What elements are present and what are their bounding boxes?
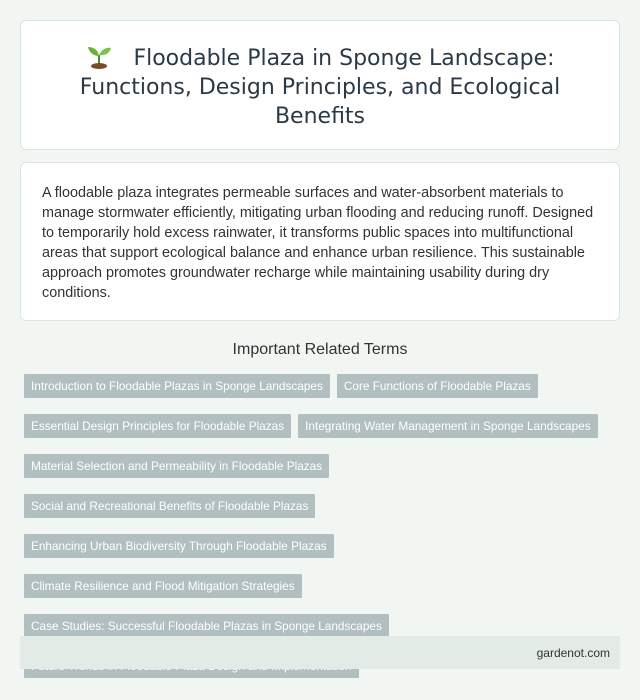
footer-site-link[interactable]: gardenot.com [536, 646, 610, 660]
summary-card [20, 162, 620, 321]
related-terms-list [24, 374, 620, 678]
related-term-tag[interactable]: Social and Recreational Benefits of Floodable Plazas [24, 494, 315, 518]
related-term-tag[interactable]: Climate Resilience and Flood Mitigation Strategies [24, 574, 302, 598]
sprout-icon [85, 43, 113, 69]
title-card [20, 20, 620, 150]
page-title [41, 43, 599, 131]
title-text: Floodable Plaza in Sponge Landscape: Functions, Design Principles, and Ecological Benefits [79, 46, 561, 129]
related-term-tag[interactable]: Material Selection and Permeability in Floodable Plazas [24, 454, 329, 478]
summary-text: A floodable plaza integrates permeable surfaces and water-absorbent materials to manage stormwater efficiently, mitigating urban flooding and reducing runoff. Designed to temporarily hold excess rainwater, it transforms public spaces into multifunctional areas that support ecological balance and enhance urban resilience. This sustainable approach promotes groundwater recharge while maintaining usability during dry conditions. [42, 185, 594, 301]
footer [20, 636, 620, 669]
related-term-tag[interactable]: Essential Design Principles for Floodable Plazas [24, 414, 291, 438]
related-term-tag[interactable]: Integrating Water Management in Sponge Landscapes [298, 414, 598, 438]
related-term-tag[interactable]: Case Studies: Successful Floodable Plazas in Sponge Landscapes [24, 614, 389, 638]
related-term-tag[interactable]: Core Functions of Floodable Plazas [337, 374, 538, 398]
related-term-tag[interactable]: Introduction to Floodable Plazas in Sponge Landscapes [24, 374, 330, 398]
related-terms-heading: Important Related Terms [232, 341, 408, 358]
related-term-tag[interactable]: Enhancing Urban Biodiversity Through Floodable Plazas [24, 534, 334, 558]
